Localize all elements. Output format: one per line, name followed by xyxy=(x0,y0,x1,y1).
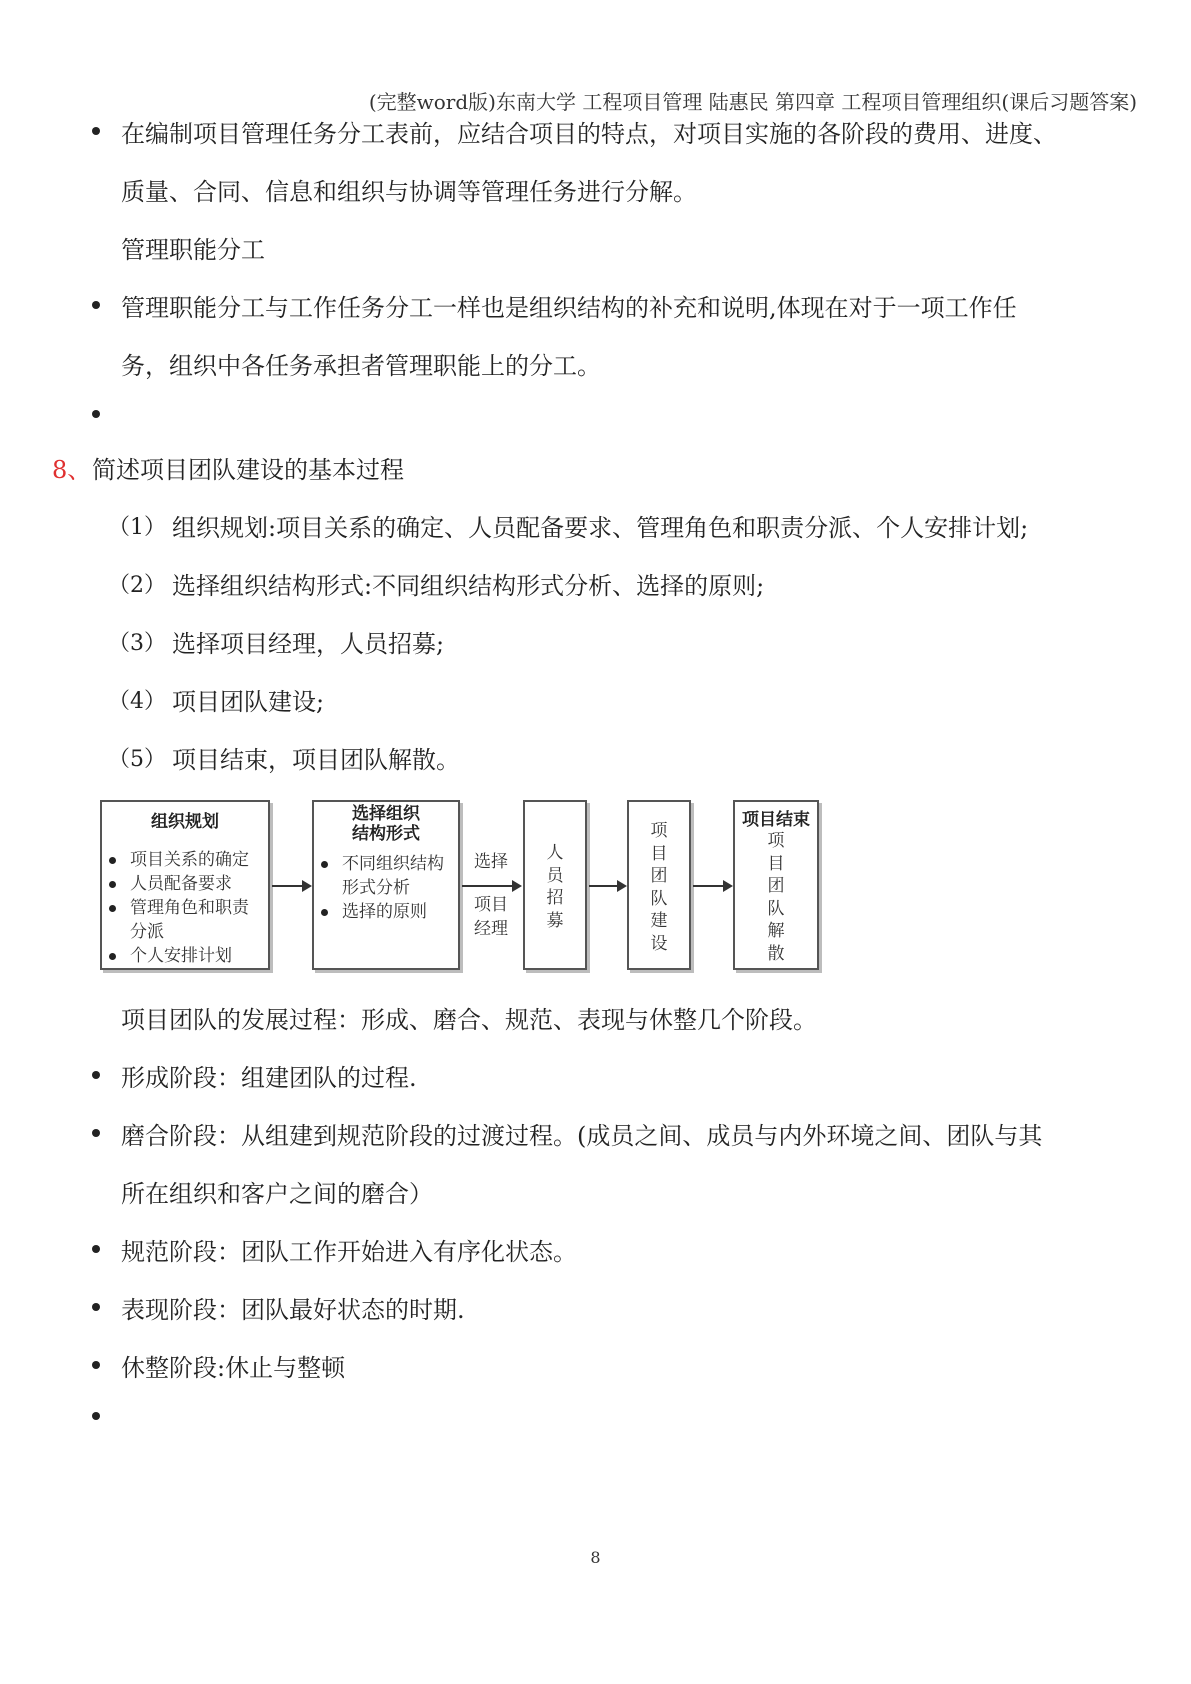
box-item: 管理角色和职责 分派 xyxy=(104,896,249,944)
arrow-right xyxy=(462,885,520,887)
question-number: 8、 xyxy=(52,456,92,484)
box-item: 人员配备要求 xyxy=(104,872,249,896)
bullet-dot xyxy=(92,1071,100,1079)
intro-line-2: 质量、合同、信息和组织与协调等管理任务进行分解。 xyxy=(121,178,697,206)
bullet-dot xyxy=(92,1361,100,1369)
bullet-dot xyxy=(92,301,100,309)
step-text: 选择组织结构形式:不同组织结构形式分析、选择的原则; xyxy=(172,572,765,600)
box-title: 项目结束 xyxy=(742,810,810,830)
step-text: 选择项目经理，人员招募; xyxy=(172,630,445,658)
step-text: 项目团队建设; xyxy=(172,688,325,716)
box-item: 个人安排计划 xyxy=(104,944,249,968)
box-item: 不同组织结构 形式分析 xyxy=(316,852,444,900)
bullet-dot xyxy=(92,1245,100,1253)
bullet-dot xyxy=(92,127,100,135)
step-number: （1） xyxy=(108,515,166,540)
stage-performing: 表现阶段：团队最好状态的时期. xyxy=(121,1296,465,1324)
intro-line-4: 务，组织中各任务承担者管理职能上的分工。 xyxy=(121,352,601,380)
box-item: 项目关系的确定 xyxy=(104,848,249,872)
arrow-right xyxy=(589,885,625,887)
step-number: （2） xyxy=(108,573,166,598)
box-team-building xyxy=(627,800,691,970)
box-title: 选择组织 结构形式 xyxy=(352,804,420,844)
box-structure-selection xyxy=(312,800,460,970)
label-project-manager: 项目 经理 xyxy=(474,895,508,939)
box-title: 组织规划 xyxy=(151,812,219,832)
bullet-dot xyxy=(92,410,100,418)
bullet-dot xyxy=(92,1129,100,1137)
box-item-list xyxy=(104,848,249,968)
intro-line-1: 在编制项目管理任务分工表前，应结合项目的特点，对项目实施的各阶段的费用、进度、 xyxy=(121,120,1057,148)
box-text: 人 员 招 募 xyxy=(546,843,564,931)
box-text: 项 目 团 队 解 散 xyxy=(767,831,785,964)
box-organization-planning xyxy=(100,800,270,970)
step-text: 项目结束，项目团队解散。 xyxy=(172,746,460,774)
intro-line-3: 管理职能分工与工作任务分工一样也是组织结构的补充和说明,体现在对于一项工作任 xyxy=(121,294,1017,322)
label-select: 选择 xyxy=(474,852,508,872)
bullet-dot xyxy=(92,1303,100,1311)
bullet-dot xyxy=(92,1412,100,1420)
page-number: 8 xyxy=(590,1548,601,1567)
step-number: （3） xyxy=(108,631,166,656)
box-item: 选择的原则 xyxy=(316,900,444,924)
arrow-right xyxy=(693,885,731,887)
stage-forming: 形成阶段：组建团队的过程. xyxy=(121,1064,417,1092)
box-item-list xyxy=(316,852,444,924)
step-text: 组织规划:项目关系的确定、人员配备要求、管理角色和职责分派、个人安排计划; xyxy=(172,514,1029,542)
step-number: （5） xyxy=(108,747,166,772)
subheading: 管理职能分工 xyxy=(121,236,265,264)
stage-storming: 磨合阶段：从组建到规范阶段的过渡过程。(成员之间、成员与内外环境之间、团队与其 xyxy=(121,1122,1043,1150)
stages-intro: 项目团队的发展过程：形成、磨合、规范、表现与休整几个阶段。 xyxy=(121,1006,817,1034)
step-number: （4） xyxy=(108,689,166,714)
stage-storming-cont: 所在组织和客户之间的磨合） xyxy=(121,1180,433,1208)
question-title: 简述项目团队建设的基本过程 xyxy=(92,456,404,484)
box-text: 项 目 团 队 建 设 xyxy=(650,821,668,954)
stage-norming: 规范阶段：团队工作开始进入有序化状态。 xyxy=(121,1238,577,1266)
page-header: (完整word版)东南大学 工程项目管理 陆惠民 第四章 工程项目管理组织(课后习题答案) xyxy=(368,90,1137,114)
stage-adjourning: 休整阶段:休止与整顿 xyxy=(121,1354,346,1382)
box-project-closure xyxy=(733,800,819,970)
arrow-right xyxy=(272,885,310,887)
box-staff-recruitment xyxy=(523,800,587,970)
